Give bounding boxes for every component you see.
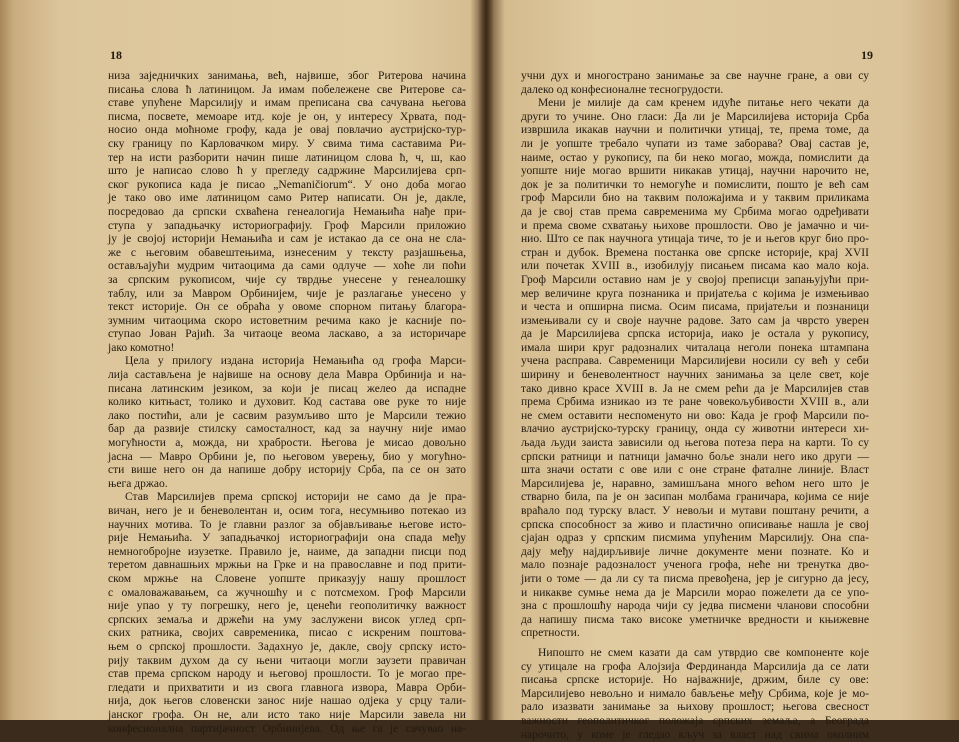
text-line: далеко од конфесионалне тесногрудости. (521, 84, 869, 98)
text-line: и честа и опширна писма. Осим писама, пријатељи и познаници (521, 301, 869, 315)
text-line: што је написао слово ћ у прегледу садржине Марсилијева срп- (108, 165, 466, 179)
text-line: јако комотно! (108, 342, 466, 356)
text-line: бар да развије стилску самосталност, кад за научну није имао (108, 423, 466, 437)
text-line: колико китњаст, толико и духовит. Код састава ове руке то није (108, 396, 466, 410)
text-line: писма, посвете, мемоаре итд. које је он, у интересу Хрвата, под- (108, 111, 466, 125)
text-line: извршила икакав научни и политички утицај, те, према томе, да (521, 124, 869, 138)
text-line: наиме, остао у рукопису, па би неко могао, можда, помислити да (521, 152, 869, 166)
text-line: ли је уопште требало чупати из таме заборава? Овај састав је, (521, 138, 869, 152)
text-line: носио онда моћноме грофу, када је овај повлачио аустријско-тур- (108, 124, 466, 138)
text-line: вичан, него је и беневолентан и, осим тога, несумњиво потекао из (108, 505, 466, 519)
text-line: сјајан одраз у српским писмима упућеним Марсилију. Она спа- (521, 532, 869, 546)
text-line: гроф Марсили био на таквим положајима и у таквим приликама (521, 192, 869, 206)
text-line: же с његовим обавештењима, изнесеним у тексту разјашњења, (108, 247, 466, 261)
text-line: српска способност за живо и пластично описивање нашла је свој (521, 519, 869, 533)
text-line: гледати и прихватити и из свога главнога извора, Мавра Орби- (108, 682, 466, 696)
text-line: да напишу писма тако високе уметничке вредности и књижевне (521, 614, 869, 628)
text-line: лија састављена је највише на основу дела Мавра Орбинија и на- (108, 369, 466, 383)
text-line: јасна — Мавро Орбини је, по његовом уверењу, био у могућно- (108, 451, 466, 465)
page-text (521, 70, 869, 742)
text-line: мер величине круга познаника и пријатеља с којима је измењивао (521, 288, 869, 302)
text-line: таблу, или за Мавром Орбинијем, чије је разлагање унесено у (108, 288, 466, 302)
text-line: ступао Јован Рајић. За читаоце веома ласкаво, а за историчаре (108, 328, 466, 342)
text-line: Нипошто не смем казати да сам утврдио све компоненте које (521, 647, 869, 661)
text-line: нарочито, у коме је гледао кључ за власт над свима околним (521, 729, 869, 742)
text-line: Марсилијева је, наравно, замишљана много већом него што је (521, 478, 869, 492)
text-line: није упао у ту погрешку, него је, ценећи геополитичку важност (108, 600, 466, 614)
text-line: да је свој став према савременима му Србима могао одређивати (521, 206, 869, 220)
text-line: писања српске историје. Но најважније, држим, биле су ове: (521, 674, 869, 688)
text-line: тако дивно красе XVIII в. Ја не смем рећи да је Марсилијев став (521, 383, 869, 397)
text-line: научних мотива. То је главни разлог за објављивање његове исто- (108, 519, 466, 533)
text-line: српски ратници и патници јамачно боље знали него ико други — (521, 451, 869, 465)
text-line: јити о томе — да ли су та писма превођена, јер је сигурно да јесу, (521, 573, 869, 587)
text-line: теретом давнашњих мржњи на Грке и на православне и под прити- (108, 559, 466, 573)
text-line: немногобројне изузетке. Правило је, наиме, да западни писци под (108, 546, 466, 560)
text-line: други то учине. Оно гласи: Да ли је Марсилијева историја Срба (521, 111, 869, 125)
text-line: учни дух и многострано занимање за све научне гране, а ови су (521, 70, 869, 84)
text-line: рало изазвати занимање за њихову прошлост; његова свесност (521, 701, 869, 715)
text-line: ступа у западњачку историографију. Гроф Марсили приложио (108, 220, 466, 234)
text-line: стварно била, па је он засипан молбама граничара, којима се није (521, 491, 869, 505)
text-line: ју је својој историји Немањића и сам је истакао да се она не сла- (108, 233, 466, 247)
text-line: остављајући мудрим читаоцима да сами одлуче — хоће ли поћи (108, 260, 466, 274)
text-line: Цела у прилогу издана историја Немањића од грофа Марси- (108, 355, 466, 369)
text-line: рије Немањића. У западњачкој историографији она спада међу (108, 532, 466, 546)
text-line: шта значи остати с ове или с оне стране фаталне линије. Власт (521, 464, 869, 478)
text-line: лако постићи, али је сасвим разумљиво што је Марсили тежио (108, 410, 466, 424)
text-line: тер на исти разборити начин пише латиницом слова ћ, ч, ш, као (108, 152, 466, 166)
text-line: за српским рукописом, чије су тврдње унесене у генеалошку (108, 274, 466, 288)
text-line: је тако ово име латиницом само Ритер написати. Он је, дакле, (108, 192, 466, 206)
page-text (108, 70, 466, 736)
text-line: Гроф Марсили оставио нам је у својој преписци запањујући при- (521, 274, 869, 288)
text-line: љада људи заиста зависили од његова потеза пера на карти. То су (521, 437, 869, 451)
text-line: писана латинским језиком, за који је писац желео да испадне (108, 383, 466, 397)
text-line: не смем оставити неспоменуто ни ово: Када је гроф Марсили по- (521, 410, 869, 424)
page-number: 18 (110, 48, 122, 63)
text-line: посредовао да српски схваћена генеалогија Немањића нађе при- (108, 206, 466, 220)
text-line: низа заједничких занимања, већ, највише, због Ритерова начина (108, 70, 466, 84)
text-line: могућности а, можда, ни храбрости. Његова је мисао довољно (108, 437, 466, 451)
text-line: рију таквим духом да су њени читаоци могли заузети правичан (108, 655, 466, 669)
text-line: зна с прошлошћу народа чији су једва писмени чланови способни (521, 600, 869, 614)
text-line: нија, док његов словенски занос није нашао одјека у срцу тали- (108, 695, 466, 709)
text-line: учена расправа. Савременици Марсилијеви носили су већ у себи (521, 355, 869, 369)
text-line: ску границу по Карловачком миру. У свима тима саставима Ри- (108, 138, 466, 152)
text-line: ског рукописа када је писао „Nemaničiorum“. У оно доба могао (108, 179, 466, 193)
text-line: писања слова ћ латиницом. Ја имам побележене све Ритерове са- (108, 84, 466, 98)
text-line: дају међу најдирљивије личне документе мени познате. Ко и (521, 546, 869, 560)
text-line: Мени је милије да сам кренем идуће питање него чекати да (521, 97, 869, 111)
text-line: ширину и беневолентност научних занимања за целе свет, које (521, 369, 869, 383)
text-line: и никакве сумње нема да је Марсили морао пожелети да се упо- (521, 587, 869, 601)
text-line: према Србима изникао из те ране човекољубивости XVIII в., али (521, 396, 869, 410)
text-line: враћало под турску власт. У невољи и мутави поштану речити, а (521, 505, 869, 519)
text-line: имала шири круг радозналих читалаца неголи понека штампана (521, 342, 869, 356)
text-line: спретности. (521, 627, 869, 641)
text-line: важности геополитичког положаја српских земаља, а Београда (521, 715, 869, 729)
right-page (491, 0, 959, 720)
text-line: српских земаља и држећи на уму заслужени висок углед срп- (108, 614, 466, 628)
text-line: став према српском народу и његовој прошлости. То је могао пре- (108, 668, 466, 682)
text-line: док је за политички тο немогуће и помислити, пошто је већ сам (521, 179, 869, 193)
text-line: њем о српској прошлости. Задахнуо је, дакле, своју српску исто- (108, 641, 466, 655)
text-line: нио. Што се пак научнога утицаја тиче, то је и његов круг био про- (521, 233, 869, 247)
text-line: и према своме схватању њихове прошлости. Ово је јамачно и чи- (521, 220, 869, 234)
text-line: Став Марсилијев према српској историји не само да је пра- (108, 491, 466, 505)
text-line: јанског грофа. Он не, али исто тако није Марсили завела ни (108, 709, 466, 723)
text-line: зумним читаоцима скоро истоветним речима како је касније по- (108, 315, 466, 329)
text-line: измењивали су и своје научне радове. Зато сам ја чврсто уверен (521, 315, 869, 329)
text-line: с омаловажавањем, са жучношћу и с потсмехом. Гроф Марсили (108, 587, 466, 601)
text-line: су утицале на грофа Алојзија Фердинанда Марсилија да се лати (521, 661, 869, 675)
text-line: сти више него он да напише добру историју Срба, па се он зато (108, 464, 466, 478)
text-line: стран и дубок. Времена постанка ове српске историје, крај XVII (521, 247, 869, 261)
text-line: текст историје. Он се обраћа у овоме спорном питању благора- (108, 301, 466, 315)
left-page (0, 0, 482, 720)
text-line: ском мржње на Словене уопште приказују нашу прошлост (108, 573, 466, 587)
text-line: Марсилијево невољно и нимало бављење међу Србима, које је мо- (521, 688, 869, 702)
page-number: 19 (861, 48, 873, 63)
text-line: мало познаје радозналост ученога грофа, неће ни тренутка дво- (521, 559, 869, 573)
text-line: уопште није могао вршити никакав утицај, научни нарочито не, (521, 165, 869, 179)
text-line: ставе упућене Марсилију и имам преписана сва сачувана његова (108, 97, 466, 111)
text-line: конфесионална партијачност Орбинијева. Од ње га је сачувао на- (108, 723, 466, 737)
text-line: њега држао. (108, 478, 466, 492)
text-line: или почетак XVIII в., изобилују писањем писама као мало која. (521, 260, 869, 274)
text-line: ских ратника, својих савременика, писао с искреним поштова- (108, 627, 466, 641)
text-line: да је Марсилијева српска историја, иако је остала у рукопису, (521, 328, 869, 342)
text-line: влачио аустријско-турску границу, онда су животни интереси хи- (521, 423, 869, 437)
